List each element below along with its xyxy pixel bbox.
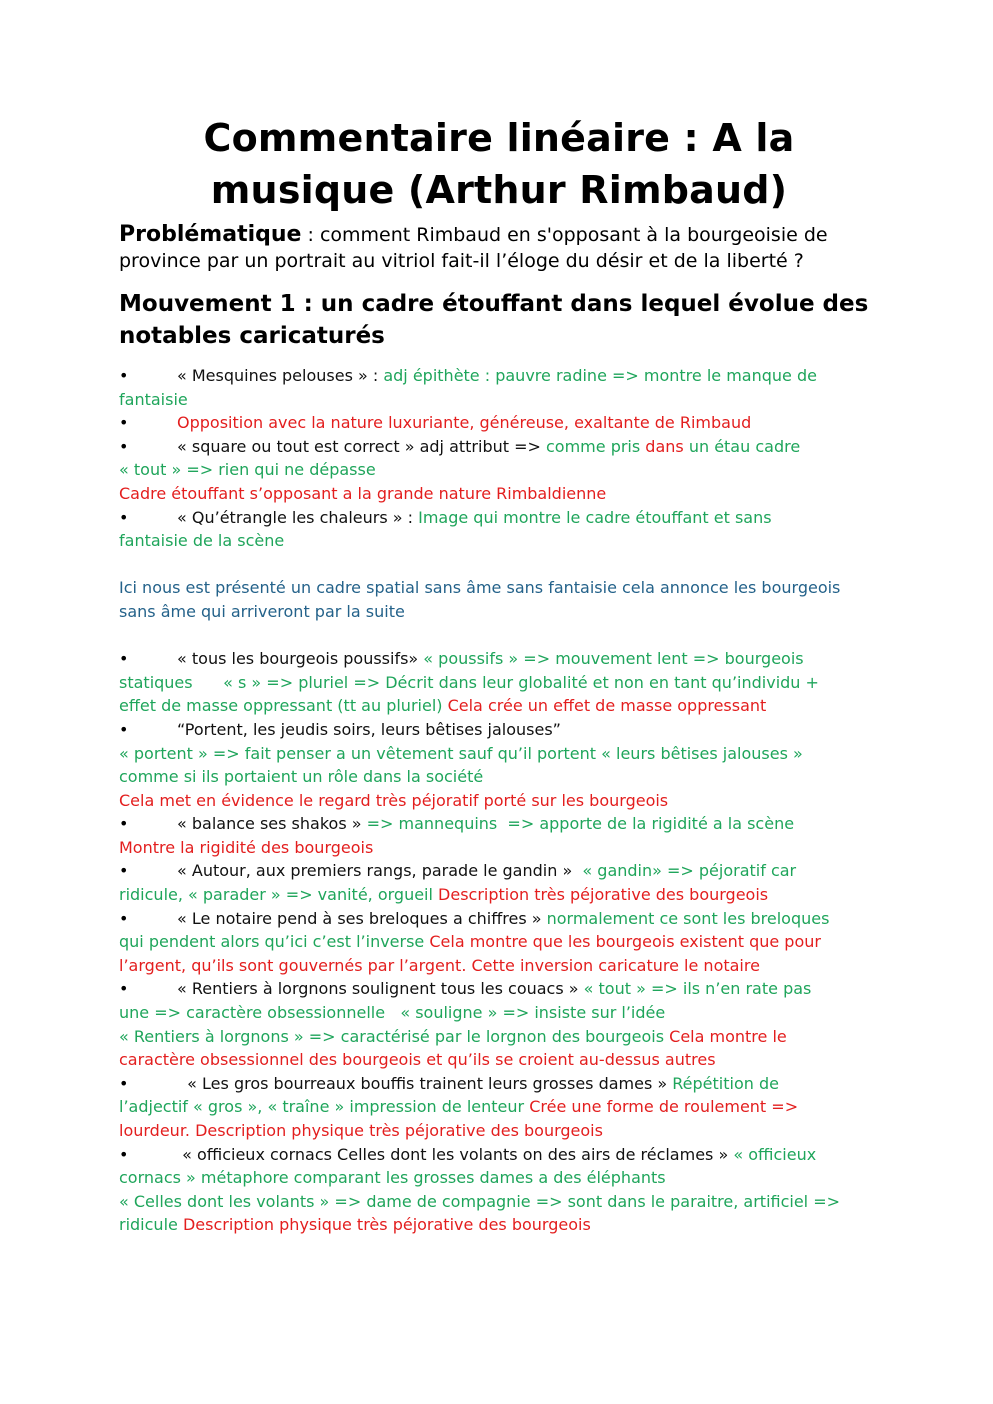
conclusion-text: Cadre étouffant s’opposant a la grande nature Rimbaldienne [119,483,607,503]
note-text: Ici nous est présenté un cadre spatial sans âme sans fantaisie cela annonce les bourgeois [119,578,841,598]
list-item [119,718,879,742]
analysis-text: comme si ils portaient un rôle dans la société [119,767,484,787]
quote-text: « Rentiers à lorgnons soulignent tous les couacs » [177,979,584,999]
quote-text: « balance ses shakos » [177,814,367,834]
quote-text: « Qu’étrangle les chaleurs » : [177,507,419,527]
analysis-text: « tout » => ils n’en rate pas [583,979,812,999]
list-item [119,812,879,836]
conclusion-text: Montre la rigidité des bourgeois [119,837,374,857]
bullet-icon: • [119,507,129,527]
analysis-text: un étau cadre [683,436,801,456]
conclusion-text: Crée une forme de roulement => [529,1097,799,1117]
note-text: sans âme qui arriveront par la suite [119,601,405,621]
conclusion-text: lourdeur. Description physique très péjorative des bourgeois [119,1121,603,1140]
problematique [119,222,879,274]
section-body [119,364,879,1237]
analysis-text: « officieux [733,1144,817,1164]
analysis-text: cornacs » métaphore comparant les grosses dames a des éléphants [119,1168,666,1188]
quote-text: « Mesquines pelouses » : [177,366,379,385]
conclusion-text: l’argent, qu’ils sont gouvernés par l’argent. Cette inversion caricature le notaire [119,955,760,975]
bullet-icon: • [119,413,129,433]
document-title: Commentaire linéaire : A la musique (Arthur Rimbaud) [203,116,795,212]
section-heading: Mouvement 1 : un cadre étouffant dans lequel évolue des notables caricaturés [119,291,869,349]
analysis-text: « portent » => fait penser a un vêtement sauf qu’il portent « leurs bêtises jalouses » [119,743,803,763]
conclusion-text: Cela met en évidence le regard très péjoratif porté sur les bourgeois [119,790,669,810]
quote-text: “Portent, les jeudis soirs, leurs bêtises jalouses” [177,719,561,739]
document-page [119,112,879,1237]
analysis-text: Répétition de [672,1073,779,1093]
analysis-text: fantaisie de la scène [119,531,285,551]
bullet-icon: • [119,979,129,999]
analysis-text: l’adjectif « gros », « traîne » impression de lenteur [119,1097,530,1117]
quote-text: « Le notaire pend à ses breloques a chiffres » [177,908,547,928]
analysis-text: adj épithète : pauvre radine => montre le manque de [378,366,817,385]
list-item [119,1072,879,1096]
quote-text: « Les gros bourreaux bouffis trainent leurs grosses dames » [177,1073,673,1093]
bullet-icon: • [119,1144,129,1164]
quote-text: « officieux cornacs Celles dont les volants on des airs de réclames » [177,1144,734,1164]
list-item [119,364,879,388]
conclusion-text: Description très péjorative des bourgeois [438,885,769,905]
conclusion-text: caractère obsessionnel des bourgeois et qu’ils se croient au-dessus autres [119,1050,716,1070]
list-item [119,506,879,530]
list-item [119,859,879,883]
analysis-text: « Celles dont les volants » => dame de compagnie => sont dans le paraitre, artificiel => [119,1191,841,1211]
analysis-text: « Rentiers à lorgnons » => caractérisé par le lorgnon des bourgeois [119,1026,670,1046]
analysis-text: effet de masse oppressant (tt au pluriel) [119,696,448,716]
analysis-text: => mannequins => apporte de la rigidité a la scène [366,814,795,834]
problematique-label: Problématique [119,222,302,247]
analysis-text: « gandin» => péjoratif car [582,861,797,881]
bullet-icon: • [119,814,129,834]
bullet-icon: • [119,719,129,739]
analysis-text: « poussifs » => mouvement lent => bourgeois [423,649,804,669]
analysis-text: ridicule [119,1215,183,1235]
analysis-text: fantaisie [119,389,188,409]
bullet-icon: • [119,1073,129,1093]
conclusion-text: Description physique très péjorative des bourgeois [182,1215,591,1235]
bullet-icon: • [119,649,129,669]
analysis-text: normalement ce sont les breloques [546,908,830,928]
analysis-text: « tout » => rien qui ne dépasse [119,460,376,480]
conclusion-text: Cela montre le [669,1026,787,1046]
conclusion-text: dans [645,436,684,456]
quote-text: « Autour, aux premiers rangs, parade le gandin » [177,861,583,881]
list-item [119,977,879,1001]
conclusion-text: Opposition avec la nature luxuriante, généreuse, exaltante de Rimbaud [177,413,752,433]
analysis-text: une => caractère obsessionnelle « souligne » => insiste sur l’idée [119,1003,666,1023]
analysis-text: statiques « s » => pluriel => Décrit dans leur globalité et non en tant qu’individu + [119,672,819,692]
bullet-icon: • [119,436,129,456]
list-item [119,411,879,435]
analysis-text: comme pris [546,436,646,456]
problematique-text: : comment Rimbaud en s'opposant à la bourgeoisie de province par un portrait au vitriol fait-il l’éloge du désir et de la liberté ? [119,224,828,272]
list-item [119,1143,879,1167]
bullet-icon: • [119,366,129,385]
analysis-text: qui pendent alors qu’ici c’est l’inverse [119,932,430,952]
bullet-icon: • [119,908,129,928]
conclusion-text: Cela crée un effet de masse oppressant [447,696,767,716]
quote-text: « square ou tout est correct » adj attribut => [177,436,546,456]
conclusion-text: Cela montre que les bourgeois existent que pour [429,932,821,952]
list-item [119,907,879,931]
analysis-text: ridicule, « parader » => vanité, orgueil [119,885,439,905]
list-item [119,647,879,671]
bullet-icon: • [119,861,129,881]
quote-text: « tous les bourgeois poussifs» [177,649,424,669]
analysis-text: Image qui montre le cadre étouffant et sans [418,507,772,527]
list-item [119,435,879,459]
